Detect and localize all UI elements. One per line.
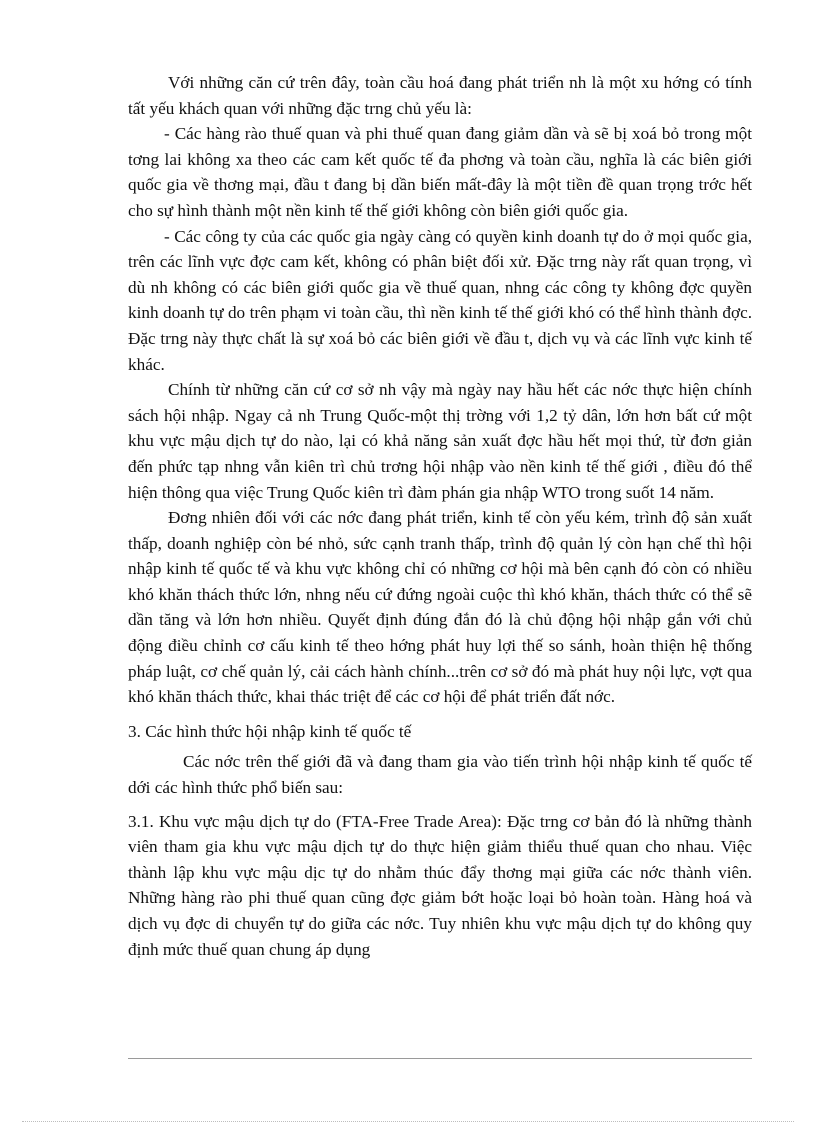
section-lead-paragraph: Các nớc trên thế giới đã và đang tham gia vào tiến trình hội nhập kinh tế quốc tế dới các hình thức phổ biến sau: [128, 752, 752, 798]
paragraph-intro: Với những căn cứ trên đây, toàn cầu hoá đang phát triển nh là một xu hớng có tính tất yếu khách quan với những đặc trng chủ yếu là: [128, 73, 752, 118]
section-3-1-paragraph: 3.1. Khu vực mậu dịch tự do (FTA-Free Trade Area): Đặc trng cơ bản đó là những thành viên tham gia khu vực mậu dịch tự do thực hiện giảm thiểu thuế quan cho nhau. Việc thành lập khu vực mậu dịc tự do nhằm thúc đẩy thơng mại giữa các nớc thành viên. Những hàng rào phi thuế quan cũng đợc giảm bớt hoặc loại bỏ hoàn toàn. Hàng hoá và dịch vụ đợc di chuyển tự do giữa các nớc. Tuy nhiên khu vực mậu dịch tự do không quy định mức thuế quan chung áp dụng [128, 811, 752, 959]
document-page [128, 70, 752, 962]
paragraph-developing-countries: Đơng nhiên đối với các nớc đang phát triển, kinh tế còn yếu kém, trình độ sản xuất thấp, doanh nghiệp còn bé nhỏ, sức cạnh tranh thấp, trình độ quản lý còn hạn chế thì hội nhập kinh tế quốc tế và khu vực không chỉ có những cơ hội mà bên cạnh đó còn có nhiều khó khăn thách thức lớn, nhng nếu cứ đứng ngoài cuộc thì khó khăn, thách thức có thể sẽ dần tăng và lớn hơn nhiều. Quyết định đúng đắn đó là chủ động hội nhập gắn với chủ động điều chỉnh cơ cấu kinh tế theo hớng phát huy lợi thế so sánh, hoàn thiện hệ thống pháp luật, cơ chế quản lý, cải cách hành chính...trên cơ sở đó mà phát huy nội lực, vợt qua khó khăn thách thức, khai thác triệt để các cơ hội để phát triển đất nớc. [128, 508, 752, 707]
paragraph-tariff-barriers: - Các hàng rào thuế quan và phi thuế quan đang giảm dần và sẽ bị xoá bỏ trong một tơng lai không xa theo các cam kết quốc tế đa phơng và toàn cầu, nghĩa là các biên giới quốc gia về thơng mại, đầu t đang bị dần biến mất-đây là một tiền đề quan trọng trớc hết cho sự hình thành một nền kinh tế thế giới không còn biên giới quốc gia. [128, 124, 752, 220]
paragraph-free-business: - Các công ty của các quốc gia ngày càng có quyền kinh doanh tự do ở mọi quốc gia, trên các lĩnh vực đợc cam kết, không có phân biệt đối xử. Đặc trng này rất quan trọng, vì dù nh không có các biên giới quốc gia về thuế quan, nhng các công ty không đợc quyền kinh doanh tự do trên phạm vi toàn cầu, thì nền kinh tế thế giới khó có thể hình thành đợc. Đặc trng này thực chất là sự xoá bỏ các biên giới về đầu t, dịch vụ và các lĩnh vực kinh tế khác. [128, 226, 752, 374]
paragraph-integration-policy: Chính từ những căn cứ cơ sở nh vậy mà ngày nay hầu hết các nớc thực hiện chính sách hội nhập. Ngay cả nh Trung Quốc-một thị trờng với 1,2 tỷ dân, lớn hơn bất cứ một khu vực mậu dịch tự do nào, lại có khả năng sản xuất đợc hầu hết mọi thứ, từ đơn giản đến phức tạp nhng vẫn kiên trì chủ trơng hội nhập vào nền kinh tế thế giới , điều đó thể hiện thông qua việc Trung Quốc kiên trì đàm phán gia nhập WTO trong suốt 14 năm. [128, 380, 752, 502]
page-bottom-dotted-line [22, 1121, 794, 1122]
section-heading: 3. Các hình thức hội nhập kinh tế quốc tế [128, 721, 412, 741]
footer-divider [128, 1058, 752, 1059]
